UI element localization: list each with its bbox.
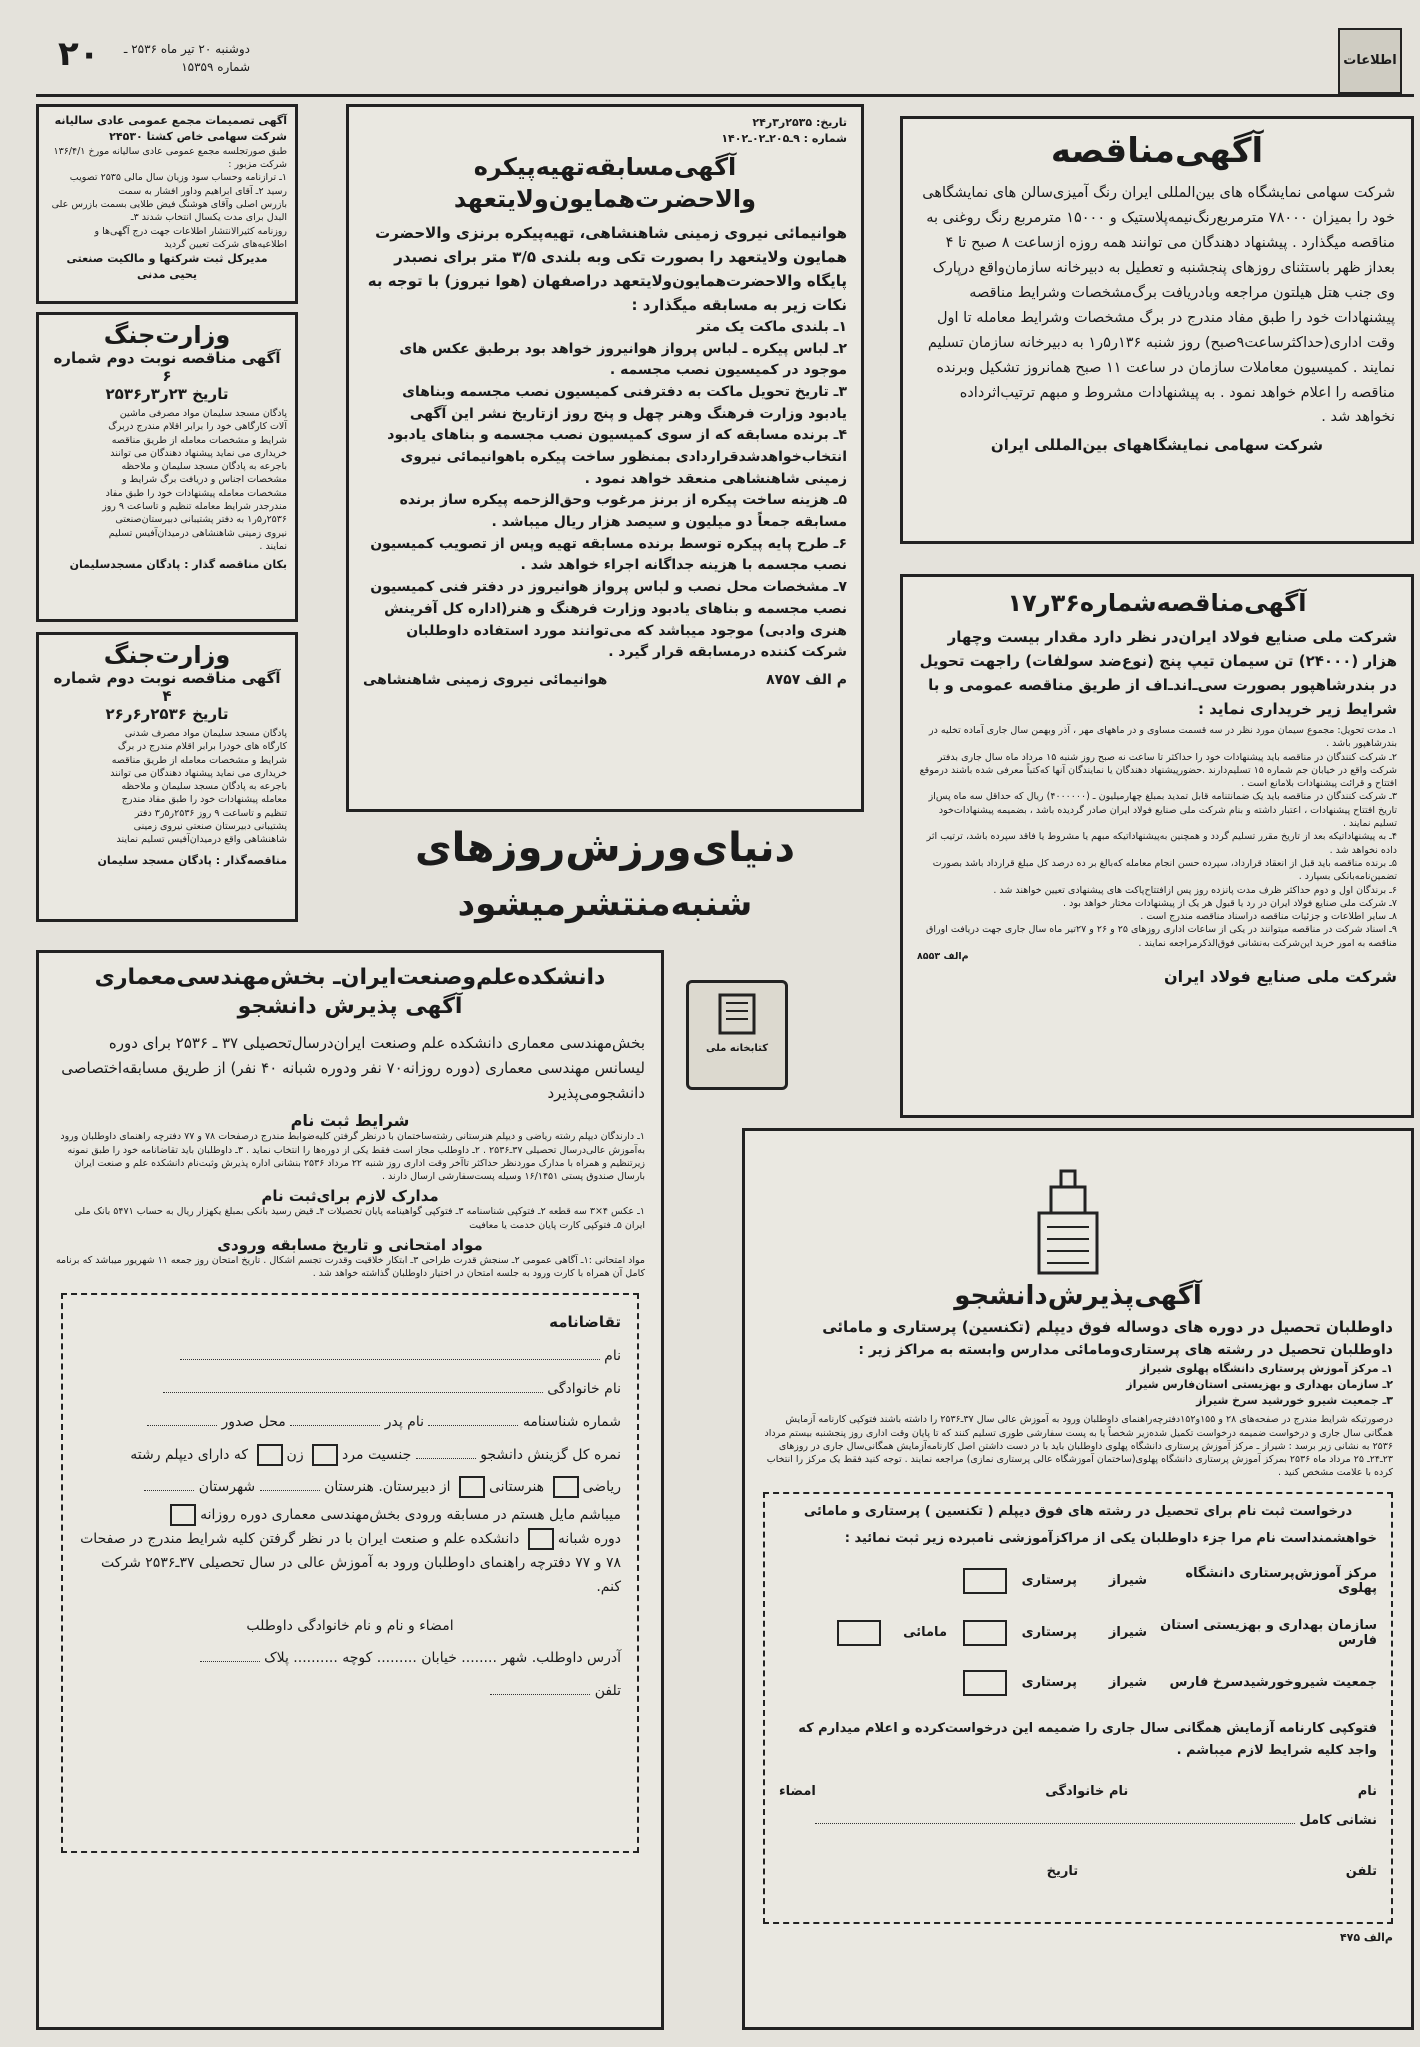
nursing-code: م‌الف ۴۷۵ xyxy=(1339,1930,1393,1944)
center-line: ۳ـ جمعیت شیرو خورشید سرخ شیراز xyxy=(1196,1394,1393,1408)
school-field[interactable] xyxy=(260,1490,320,1491)
tender-intro: شرکت ملی صنایع فولاد ایران‌در نظر دارد مقدار بیست وچهار هزار (۲۴۰۰۰) تن سیمان تیپ پنج (نوع‌ضد سولفات) را‌جهت تحویل در بندرشاهپور بصورت سی‌ـ‌اند‌ـ‌اف از طریق مناقصه عمومی و با شرایط زیر خریداری نماید : xyxy=(919,628,1397,718)
ministry-title: وزارت‌جنگ xyxy=(103,641,231,669)
vocational-checkbox[interactable] xyxy=(459,1476,485,1498)
notice-line: شرکت سهامی خاص کشتا ۲۴۵۳۰ xyxy=(109,129,287,143)
form-heading: تقاضانامه xyxy=(549,1312,621,1331)
label-issue: محل صدور xyxy=(221,1413,286,1430)
tender-title: آگهی‌مناقصه xyxy=(1050,131,1264,171)
sports-banner xyxy=(346,818,864,938)
label-phone: تلفن xyxy=(1345,1863,1377,1879)
nursing-form-line: خواهشمنداست نام مرا جزء داوطلبان یکی از مراکزآموزشی نامبرده زیر ثبت نمائید : xyxy=(844,1530,1377,1546)
body-line: تنظیم و تاساعت ۹ روز ۲۵۳۶ر۵ر۳ دفتر xyxy=(134,807,287,819)
form-row-name xyxy=(79,1340,621,1373)
tender-item: ۴ـ به پیشنهاداتیکه بعد از تاریخ مقرر تسلیم گردد و همچنین به‌پیشنهاداتیکه مبهم یا مشروط یا فاقد سپرده باشد، ترتیب اثر داده نخواهد شد . xyxy=(926,831,1397,856)
ad-architecture-admission xyxy=(36,950,664,2030)
ad-nursing-admission xyxy=(742,1128,1414,2030)
tender-item: ۳ـ شرکت کنندگان در مناقصه باید یک ضمانتنامه قابل تمدید بمبلغ چهارمیلیون ـ (۴۰۰۰۰۰۰) ریال که حداقل سه ماه پس‌از تاریخ افتتاح پیشنهادات ، اعتبار داشته و بنام شرکت ملی صنایع فولاد ایران صادر گردیده باشد ، بضمیمه پیشنهادات‌خود تسلیم نمایند . xyxy=(928,791,1397,830)
row-major: پرستاری xyxy=(1021,1675,1077,1691)
ministry-title: وزارت‌جنگ xyxy=(103,321,231,349)
form-row-school xyxy=(79,1471,621,1504)
stamp-emblem-icon xyxy=(712,989,762,1039)
row-city: شیراز xyxy=(1108,1625,1147,1641)
label-address: نشانی کامل xyxy=(1299,1812,1377,1828)
contest-date: تاریخ: ۲۵۳۵ر۳ر۲۴ xyxy=(752,116,847,129)
center-line: ۲ـ سازمان بهداری و بهزیستی استان‌فارس شیراز xyxy=(1126,1378,1393,1392)
header-rule xyxy=(36,94,1414,97)
contest-footer xyxy=(363,672,847,688)
tender-title: آگهی‌مناقصه‌شماره‌۳۶ر۱۷ xyxy=(1007,589,1307,617)
body-line: آلات کارگاهی خود را برابر اقلام مندرج دربرگ xyxy=(108,421,287,433)
tender-item: ۶ـ برندگان اول و دوم حداکثر ظرف مدت پانزده روز پس ازافتتاح‌پاکت های پیشنهادی تعیین خواهند شد . xyxy=(993,884,1397,896)
midwifery-choice-checkbox[interactable] xyxy=(837,1620,881,1646)
label-sign: امضاء و نام و نام خانوادگی داوطلب xyxy=(246,1617,454,1634)
tender-item: ۹ـ اسناد شرکت در مناقصه میتوانند در یکی از ساعات اداری روزهای ۲۵ و ۲۶ و ۲۷تیر ماه سال جاری جهت دریافت اوراق مناقصه به امور خرید این‌شرکت به‌نشانی فوق‌الذکرمراجعه نمایند . xyxy=(926,924,1397,949)
contest-item: ۱ـ بلندی ماکت یک متر xyxy=(696,318,847,335)
ad-tender-steel xyxy=(900,574,1414,1118)
tender-headline: آگهی مناقصه نوبت دوم شماره ۴ xyxy=(53,669,281,705)
row-major: پرستاری xyxy=(1021,1625,1077,1641)
signature: بکان مناقصه گذار : پادگان مسجدسلیمان xyxy=(69,558,287,572)
building-emblem-icon xyxy=(1029,1167,1107,1277)
notice-signer-title: مدیرکل ثبت شرکتها و مالکیت صنعتی xyxy=(66,252,268,266)
math-checkbox[interactable] xyxy=(553,1476,579,1498)
label-math: ریاضی xyxy=(582,1479,621,1496)
label-commit: دانشکده علم و صنعت ایران با در نظر گرفتن کلیه شرایط مندرج در صفحات ۷۸ و ۷۷ دفترچه راهنمای داوطلبان ورود به آموزش عالی در سال تحصیلی ۳۷ـ۲۵۳۶ شرکت کنم. xyxy=(80,1531,621,1595)
exam-title: مواد امتحانی و تاریخ مسابقه ورودی xyxy=(217,1236,483,1255)
nursing-choice-2-checkbox[interactable] xyxy=(963,1620,1007,1646)
nursing-phone-row xyxy=(779,1864,1377,1879)
header-logo: اطلاعات xyxy=(1338,28,1402,94)
form-row-evening xyxy=(79,1528,621,1599)
nursing-form xyxy=(763,1492,1393,1924)
contest-item: ۵ـ هزینه ساخت پیکره از برنز مرغوب وحق‌الزحمه پیکره ساز برنده مسابقه جمعاً دو میلیون و سیصد هزار ریال میباشد . xyxy=(399,492,847,531)
contest-subject: والاحضرت‌همایون‌ولایتعهد xyxy=(453,184,757,213)
label-diploma: که دارای دیپلم رشته xyxy=(130,1446,249,1463)
row-city: شیراز xyxy=(1108,1573,1147,1589)
body-line: باجرعه به پادگان مسجد سلیمان و ملاحظه xyxy=(121,781,287,793)
label-signature: امضاء xyxy=(779,1783,816,1799)
row-major: پرستاری xyxy=(1021,1573,1077,1589)
stamp-text: کتابخانه ملی xyxy=(705,1043,769,1054)
nursing-row xyxy=(779,1670,1377,1696)
label-city: شهرستان xyxy=(198,1479,256,1496)
issue-field[interactable] xyxy=(147,1425,217,1426)
tender-signature: شرکت ملی صنایع فولاد ایران xyxy=(1164,967,1397,987)
exam-body: مواد امتحانی :۱ـ آگاهی عمومی ۲ـ سنجش قدرت طراحی ۳ـ ابتکار خلاقیت وقدرت تجسم اشکال . تاریخ امتحان روز جمعه ۱۱ شهریور میباشد که برنامه کامل آن همراه با کارت ورود به جلسه امتحان در اختیار داوطلبان گذاشته خواهد شد . xyxy=(55,1255,645,1280)
phone-field[interactable] xyxy=(490,1694,590,1695)
center-line: ۱ـ مرکز آموزش پرستاری دانشگاه پهلوی شیراز xyxy=(1139,1362,1393,1376)
page-number: ۲۰ xyxy=(58,34,100,74)
body-line: مشخصات معامله پیشنهادات خود را طبق مفاد xyxy=(105,487,287,499)
label-male: جنسیت مرد xyxy=(342,1446,412,1463)
docs-body: ۱ـ عکس ۴×۳ سه قطعه ۲ـ فتوکپی شناسنامه ۳ـ فتوکپی گواهینامه پایان تحصیلات ۴ـ قیض رسید بانکی بمبلغ یکهزار ریال به حساب ۵۴۷۱ بانک ملی ایران ۵ـ فتوکپی کارت پایان خدمت یا معافیت xyxy=(74,1206,645,1231)
nursing-form-title: درخواست ثبت نام برای تحصیل در رشته های فوق دیپلم ( تکنسین ) پرستاری و مامائی xyxy=(803,1503,1353,1519)
tender-body: شرکت سهامی نمایشگاه های بین‌المللی ایران رنگ آمیزی‌سالن های نمایشگاهی خود را بمیزان ۷۸۰۰۰ مترمربع‌رنگ‌نیمه‌پلاستیک و ۱۵۰۰۰ مترمربع رنگ روغنی به مناقصه میگذارد . پیشنهاد دهندگان می توانند همه روزه ازساعت ۸ صبح تا ۴ بعداز ظهر باستثنای روزهای پنجشنبه و تعطیل به دبیرخانه سازمان‌واقع درپارک وی جنب هتل هیلتون مراجعه وبادریافت برگ‌مشخصات وشرایط مناقصه پیشنهادات خود را طبق مفاد مندرج در برگ مشخصات وشرایط معامله تا اول وقت اداری(حداکثرساعت۹صبح) روز شنبه ۱۳۶ر۵ر۱ به دبیرخانه سازمان تسلیم نمایند . کمیسیون معاملات سازمان در ساعت ۱۱ صبح همانروز تشکیل وبرنده مناقصه را اعلام خواهد نمود . به پیشنهادات مشروط و مبهم ترتیب‌اثرداده نخواهد شد . xyxy=(922,185,1395,426)
male-checkbox[interactable] xyxy=(312,1444,338,1466)
notice-line: آگهی تصمیمات مجمع عمومی عادی سالیانه xyxy=(54,114,287,127)
admission-title: دانشکده‌علم‌وصنعت‌ایران‌ـ بخش‌مهندسی‌معماری xyxy=(94,965,606,990)
contest-title: آگهی‌مسابقه‌تهیه‌پیکره xyxy=(473,152,737,181)
docs-title: مدارک لازم برای‌ثبت نام xyxy=(261,1187,439,1206)
row-extra: مامائی xyxy=(903,1625,947,1641)
body-line: مندرجدر شرایط معامله تنظیم و تاساعت ۹ روز xyxy=(102,501,287,513)
label-id: شماره شناسنامه xyxy=(522,1413,621,1430)
tender-item: ۷ـ شرکت ملی صنایع فولاد ایران در رد یا قبول هر یک از پیشنهادات‌ مختار خواهد بود . xyxy=(1063,897,1397,909)
nursing-intro: داوطلبان تحصیل در رشته های پرستاری‌ومامائی مدارس وابسته به مراکز زیر : xyxy=(858,1342,1393,1358)
notice-line: بازرس اصلی وآقای هوشنگ فیض طلایی بسمت بازرس علی البدل برای مدت یکسال انتخاب شدند ۳ـ xyxy=(51,199,287,224)
contest-code: م الف ۸۷۵۷ xyxy=(766,671,847,688)
notice-line: ۱ـ ترازنامه وحساب سود وزیان سال مالی ۲۵۳۵ تصویب رسید ۲ـ آقای ابراهیم وداور افشار به سمت xyxy=(69,172,287,197)
tender-item: ۲ـ شرکت کنندگان در مناقصه باید پیشنهادات خود را حداکثر تا ساعت نه صبح روز شنبه ۱۵ مرداد ماه سال جاری بدفتر شرکت واقع در خیابان جم شماره ۱۵ تسلیم‌دارند .حضورپیشنهاد دهندگان یا نمایندگان آنها که‌کتباً معرفی شده باشند درموقع افتتاح و قرائت پیشنهادات بلامانع است . xyxy=(919,751,1397,790)
row-city: شیراز xyxy=(1108,1675,1147,1691)
label-name: نام xyxy=(604,1347,621,1364)
contest-item: ۴ـ برنده مسابقه که از سوی کمیسیون نصب مجسمه و بناهای یادبود انتخاب‌خواهدشد‌قرارداد‌ی بمنظور ساخت پیکره باهوانیمائی نیروی زمینی شاهنشاهی منعقد خواهد نمود . xyxy=(387,427,847,487)
nursing-address-row xyxy=(779,1813,1377,1828)
nursing-name-row xyxy=(779,1784,1377,1799)
form-row-interest xyxy=(79,1504,621,1528)
address-field[interactable] xyxy=(815,1823,1295,1824)
label-family: نام خانوادگی xyxy=(1045,1783,1129,1799)
contest-item: ۳ـ تاریخ تحویل ماکت به دفترفنی کمیسیون نصب مجسمه وبناهای یادبود وزارت فرهنگ وهنر چهل و پنج روز ازتاریخ نشر این آگهی xyxy=(402,383,847,422)
tender-item: ۵ـ برنده مناقصه باید قبل از انعقاد قرارداد، سپرده حسن انجام معامله که‌بالغ بر ده درصد کل مبلغ قرارداد باشد بصورت تضمین‌نامه‌بانکی بسپارد . xyxy=(932,857,1397,883)
conditions-body: ۱ـ دارندگان دیپلم رشته ریاضی و دیپلم هنرستانی رشته‌ساختمان‌ با درنظر گرفتن کلیه‌ضوابط مندرج درصفحات ۷۸ و ۷۷ دفترچه راهنمای داوطلبان ورود به‌آموزش عالی‌درسال تحصیلی ۳۷ـ۲۵۳۶ . ۲ـ داوطلب مجاز است فقط یکی از دوره‌ها را انتخاب نماید . ۳ـ داوطلبان باید تقاضانامه خود را طبق نمونه زیرتنظیم و همراه با مدارک موردنظر حداکثر تاآخر وقت اداری روز شنبه ۲۲ مرداد ۲۵۳۶ بنشانی اداره پذیرش وثبت‌نام دانشکده علم و صنعت ایران بارسال صندوق پستی ۱۶/۱۴۵۱ وسیله پست‌سفارشی ارسال دارند . xyxy=(60,1131,645,1183)
application-form xyxy=(61,1293,639,1853)
tender-signature: شرکت سهامی نمایشگاههای بین‌المللی ایران xyxy=(990,436,1324,455)
tender-date: تاریخ ۲۵۳۶ر۶ر۲۶ xyxy=(105,705,229,723)
name-field[interactable] xyxy=(180,1359,600,1360)
form-row-gender xyxy=(79,1439,621,1472)
row-center: سازمان بهداری و بهزیستی استان فارس xyxy=(1160,1617,1377,1648)
day-course-checkbox[interactable] xyxy=(170,1504,196,1526)
form-row-family xyxy=(79,1373,621,1406)
label-date: تاریخ xyxy=(1046,1863,1079,1879)
body-line: مشخصات اجناس و دریافت برگ شرایط و xyxy=(121,474,287,486)
notice-line: روزنامه کثیرالانتشار اطلاعات جهت درج آگهی‌ها و اطلاعیه‌های شرکت تعیین گردید xyxy=(94,225,287,250)
evening-course-checkbox[interactable] xyxy=(528,1528,554,1550)
body-line: شرایط و مشخصات معامله از طریق مناقصه xyxy=(111,754,287,766)
family-field[interactable] xyxy=(163,1392,543,1393)
tender-item: ۱ـ مدت تحویل: مجموع سیمان مورد نظر در سه قسمت مساوی و در ماههای مهر ، آذر وبهمن سال جاری آماده تخلیه در بندرشاهپور باشد . xyxy=(929,725,1397,750)
nursing-subtitle: داوطلبان تحصیل در دوره های دوساله فوق دیپلم (تکنسین) پرستاری و مامائی xyxy=(822,1318,1393,1336)
label-name: نام xyxy=(1357,1783,1377,1799)
contest-number: شماره : ۹ـ۲۰۵ـ۰۲ـ۱۴۰۲ xyxy=(721,131,847,145)
city-field[interactable] xyxy=(144,1490,194,1491)
sports-line-1: دنیای‌ورزش‌روزهای xyxy=(415,825,795,871)
label-from: از دبیرستان. هنرستان xyxy=(324,1479,451,1496)
admission-subtitle: آگهی‌ پذیرش دانشجو xyxy=(237,994,463,1019)
contest-item: ۷ـ مشخصات محل نصب و لباس پرواز هوانیروز در دفتر فنی کمیسیون نصب مجسمه و بناهای یادبود وزارت فرهنگ و هنر(اداره کل آفرینش هنری وادبی) موجود میباشد که می‌توانند مورد استفاده داوطلبان شرکت کننده درمسابقه قرار گیرد . xyxy=(370,579,847,661)
label-address: آدرس داوطلب. شهر ........ خیابان ......... کوچه .......... پلاک xyxy=(264,1650,621,1667)
body-line: نیروی زمینی شاهنشاهی درمیدان‌آفیس تسلیم xyxy=(108,527,287,539)
body-line: باجرعه به پادگان مسجد سلیمان و ملاحظه xyxy=(121,461,287,473)
nursing-choice-3-checkbox[interactable] xyxy=(963,1670,1007,1696)
nursing-confirm: فتوکپی کارنامه آزمایش همگانی سال جاری را ضمیمه این درخواست‌کرده و اعلام میدارم که واجد کلیه شرایط لازم میباشم . xyxy=(798,1720,1377,1758)
notice-line: طبق صورتجلسه مجمع عمومی عادی سالیانه مورخ ۱۳۶/۴/۱ شرکت مزبور : xyxy=(53,145,287,171)
body-line: معامله پیشنهادات خود را طبق مفاد مندرج xyxy=(121,794,287,806)
body-line: پشتیبانی دبیرستان صنعتی نیروی زمینی xyxy=(133,821,287,833)
label-female: زن xyxy=(286,1446,304,1463)
body-line: نمایند . xyxy=(259,540,287,552)
body-line: خریداری می نماید پیشنهاد دهندگان می توانند xyxy=(110,447,287,459)
tender-item: ۸ـ سایر اطلاعات و جزئیات مناقصه دراسناد مناقصه مندرج است . xyxy=(1140,911,1397,923)
label-score: نمره کل گزینش دانشجو xyxy=(480,1446,621,1463)
row-center: مرکز آموزش‌پرستاری دانشگاه پهلوی xyxy=(1185,1565,1377,1596)
id-field[interactable] xyxy=(428,1425,518,1426)
ad-war-ministry-4 xyxy=(36,632,298,922)
notice-company-decisions xyxy=(36,104,298,304)
contest-signature: هوانیمائی نیروی زمینی شاهنشاهی xyxy=(363,671,608,688)
admission-intro: بخش‌مهندسی معماری دانشکده علم وصنعت ایران‌درسال‌تحصیلی ۳۷ ـ ۲۵۳۶ برای دوره لیسانس مهندسی معماری (دوره روزانه۷۰ نفر ودوره شبانه ۴۰ نفر) از طریق مسابقه‌اختصاصی دانشجومی‌پذیرد xyxy=(61,1034,645,1102)
nursing-details: درصورتیکه شرایط مندرج در صفحه‌های ۲۸ و ۱۵۵و۱۵۲دفترچه‌راهنمای داوطلبان ورود به آموزش عالی سال ۳۷ـ۲۵۳۶ را داشته باشند فتوکپی کارنامه آزمایش همگانی سال جاری و درخواست ضمیمه درخواست تکمیل شده‌زیر شخصاً یا به‌ پست سفارشی طوری تسلیم کنند که تا پایان وقت اداری روز پنجشنبه بیستم مرداد ۲۵۳۶ به نشانی زیر برسد : شیراز ـ مرکز آموزش پرستاری دانشگاه پهلوی داوطلبان باید با در دست داشتن اصل کارنامه‌آزمایش همگانی‌سال جاری در روزهای ۲۳ـ۲۴ـ ۲۵ مرداد ماه ۲۵۳۶ بمرکز آموزش پرستاری دانشگاه پهلوی(ساختمان آموزشگاه عالی پرستاری نمازی) مراجعه نمایند . توجه کنید فقط یک مرکز را انتخاب کرده با علامت مشخص کنید . xyxy=(764,1414,1393,1479)
label-interest: میباشم مایل هستم در مسابقه ورودی بخش‌مهندسی معماری دوره روزانه xyxy=(200,1507,621,1524)
form-row-address xyxy=(79,1642,621,1675)
body-line: کارگاه های خودرا برابر اقلام مندرج در برگ xyxy=(117,741,287,753)
contest-item: ۲ـ لباس پیکره ـ لباس پرواز هوانیروز خواهد بود برطبق عکس های موجود در کمیسیون نصب مجسمه . xyxy=(399,340,847,379)
body-line: شرایط و مشخصات معامله از طریق مناقصه xyxy=(111,434,287,446)
signature: مناقصه‌گذار : پادگان مسجد سلیمان xyxy=(97,853,287,867)
library-stamp xyxy=(686,980,788,1090)
label-family: نام خانوادگی xyxy=(547,1380,621,1397)
form-row-id xyxy=(79,1406,621,1439)
tender-headline: آگهی مناقصه نوبت دوم شماره ۶ xyxy=(53,349,281,385)
label-evening: دوره شبانه xyxy=(557,1531,621,1548)
body-line: پادگان مسجد سلیمان مواد مصرف شدنی xyxy=(124,728,287,739)
label-phone: تلفن xyxy=(594,1683,621,1700)
female-checkbox[interactable] xyxy=(257,1444,283,1466)
address-field[interactable] xyxy=(200,1661,260,1662)
ad-war-ministry-6 xyxy=(36,312,298,622)
father-field[interactable] xyxy=(290,1425,380,1426)
label-father: نام پدر xyxy=(384,1413,424,1430)
sports-line-2: شنبه‌منتشر‌میشود xyxy=(457,884,753,924)
contest-intro: هوانیمائی نیروی زمینی شاهنشاهی، تهیه‌پیکره برنزی والاحضرت همایون ولایتعهد را بصورت تکی وبه بلندی ۳/۵ متر برای نصبدر پایگاه والاحضرت‌همایون‌ولایتعهد دراصفهان (هوا نیروز) با توجه به نکات زیر به مسابقه میگذارد : xyxy=(367,223,847,314)
body-line: خریداری می نماید پیشنهاد دهندگان می توانند xyxy=(110,767,287,779)
body-line: ۲۵۳۶ر۵ر۱ به دفتر پشتیبانی دبیرستان‌صنعتی xyxy=(115,514,287,526)
tender-code: م‌الف ۸۵۵۳ xyxy=(917,951,969,963)
nursing-title: آگهی‌پذیرش‌دانشجو xyxy=(954,1281,1202,1311)
ad-statue-contest xyxy=(346,104,864,812)
score-field[interactable] xyxy=(416,1458,476,1459)
row-center: جمعیت شیروخورشید‌سرخ فارس xyxy=(1169,1675,1377,1691)
body-line: پادگان مسجد سلیمان مواد مصرفی ماشین xyxy=(119,408,287,419)
form-row-sign xyxy=(79,1610,621,1643)
body-line: شاهنشاهی واقع درمیدان‌آفیس تسلیم نمایند xyxy=(116,834,287,846)
header-date: دوشنبه ۲۰ تیر ماه ۲۵۳۶ ـ شماره ۱۵۳۵۹ xyxy=(123,42,250,74)
nursing-choice-1-checkbox[interactable] xyxy=(963,1568,1007,1594)
nursing-row xyxy=(779,1618,1377,1648)
conditions-title: شرایط ثبت نام xyxy=(290,1111,410,1131)
notice-signer: یحیی مدنی xyxy=(137,268,197,282)
ad-tender-fair xyxy=(900,116,1414,544)
nursing-row xyxy=(779,1566,1377,1596)
form-row-phone xyxy=(79,1675,621,1708)
label-vocational: هنرستانی xyxy=(488,1479,545,1496)
contest-item: ۶ـ طرح پایه پیکره توسط برنده مسابقه تهیه وپس از تصویب کمیسیون نصب مجسمه با هزینه جداگانه اجراء خواهد شد . xyxy=(370,535,847,574)
tender-date: تاریخ ۲۳ر۳ر۲۵۳۶ xyxy=(105,385,229,403)
